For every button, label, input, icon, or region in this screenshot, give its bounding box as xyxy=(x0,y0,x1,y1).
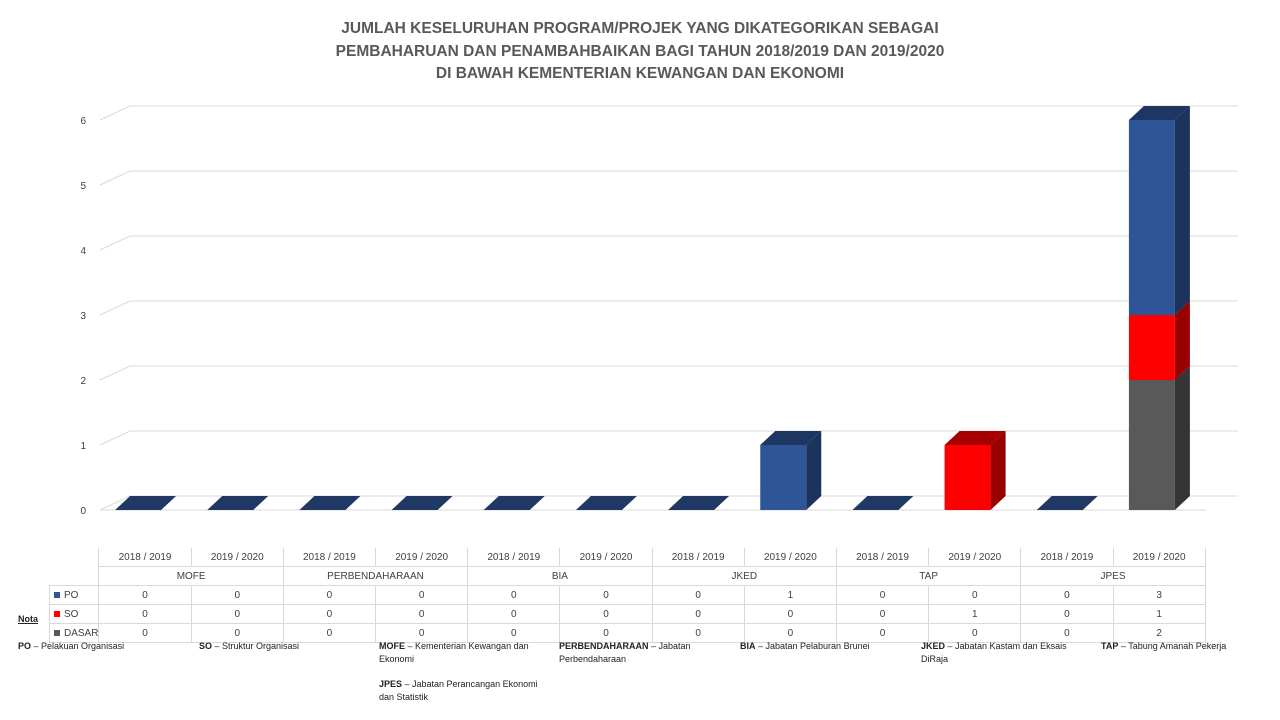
note-desc: – Jabatan Kastam dan Eksais DiRaja xyxy=(921,641,1067,664)
note-abbr: JPES xyxy=(379,679,403,689)
data-value: 0 xyxy=(191,624,283,643)
note-desc: – Kementerian Kewangan dan Ekonomi xyxy=(379,641,529,664)
note-item xyxy=(18,640,188,653)
data-value: 0 xyxy=(468,605,560,624)
note-abbr: SO xyxy=(199,641,213,651)
table-corner xyxy=(50,548,99,567)
data-value: 0 xyxy=(744,605,836,624)
notes-section xyxy=(18,614,1268,702)
data-value: 0 xyxy=(836,586,928,605)
legend-label: DASAR xyxy=(64,627,99,639)
note-abbr: TAP xyxy=(1101,641,1119,651)
category-label: 2019 / 2020 xyxy=(560,548,652,567)
y-tick-label: 1 xyxy=(80,441,86,452)
note-item xyxy=(740,640,910,653)
data-value: 0 xyxy=(744,624,836,643)
data-value: 3 xyxy=(1113,586,1205,605)
gridline-side xyxy=(100,301,130,315)
data-value: 0 xyxy=(376,624,468,643)
data-value: 0 xyxy=(99,586,191,605)
note-item xyxy=(1101,640,1271,653)
data-value: 0 xyxy=(376,605,468,624)
y-tick-label: 2 xyxy=(80,376,86,387)
gridline-side xyxy=(100,171,130,185)
group-label: JPES xyxy=(1021,567,1205,586)
y-tick-label: 6 xyxy=(80,116,86,127)
chart-title-line-2: PEMBAHARUAN DAN PENAMBAHBAIKAN BAGI TAHUN 2018/2019 DAN 2019/2020 xyxy=(335,42,945,60)
category-label: 2018 / 2019 xyxy=(468,548,560,567)
bar-zero-cap xyxy=(1037,496,1098,510)
note-abbr: PERBENDAHARAAN xyxy=(559,641,649,651)
data-value: 0 xyxy=(652,624,744,643)
category-label: 2019 / 2020 xyxy=(929,548,1021,567)
note-abbr: PO xyxy=(18,641,32,651)
category-label: 2018 / 2019 xyxy=(99,548,191,567)
y-tick-label: 4 xyxy=(80,246,86,257)
bar-zero-cap xyxy=(299,496,360,510)
data-value: 1 xyxy=(744,586,836,605)
legend-label: SO xyxy=(64,608,79,620)
gridline-side xyxy=(100,106,130,120)
data-value: 0 xyxy=(560,624,652,643)
note-item xyxy=(379,678,549,704)
legend-swatch xyxy=(54,592,60,598)
bar-so xyxy=(945,445,991,510)
data-value: 0 xyxy=(283,624,375,643)
data-value: 0 xyxy=(468,586,560,605)
note-desc: – Pelakuan Organisasi xyxy=(31,641,125,651)
gridline-side xyxy=(100,366,130,380)
category-label: 2018 / 2019 xyxy=(652,548,744,567)
data-value: 0 xyxy=(283,605,375,624)
category-label: 2019 / 2020 xyxy=(744,548,836,567)
table-group-row xyxy=(50,567,1206,586)
bar-zero-cap xyxy=(576,496,637,510)
category-label: 2019 / 2020 xyxy=(376,548,468,567)
y-tick-label: 3 xyxy=(80,311,86,322)
category-label: 2018 / 2019 xyxy=(283,548,375,567)
group-label: BIA xyxy=(468,567,652,586)
series-label xyxy=(50,586,99,605)
bar-zero-cap xyxy=(852,496,913,510)
note-desc: – Jabatan Perbendaharaan xyxy=(559,641,691,664)
category-label: 2019 / 2020 xyxy=(191,548,283,567)
category-label: 2019 / 2020 xyxy=(1113,548,1205,567)
note-desc: – Jabatan Perancangan Ekonomi dan Statistik xyxy=(379,679,538,702)
data-value: 0 xyxy=(99,624,191,643)
data-value: 0 xyxy=(1021,586,1113,605)
data-value: 1 xyxy=(1113,605,1205,624)
bar-side-dasar xyxy=(1175,366,1190,510)
table-header-row xyxy=(50,548,1206,567)
bar-zero-cap xyxy=(392,496,453,510)
bar-zero-cap xyxy=(207,496,268,510)
note-desc: – Jabatan Pelaburan Brunei xyxy=(755,641,870,651)
bar-zero-cap xyxy=(115,496,176,510)
data-value: 2 xyxy=(1113,624,1205,643)
data-value: 0 xyxy=(929,586,1021,605)
data-value: 0 xyxy=(99,605,191,624)
data-value: 0 xyxy=(1021,605,1113,624)
data-value: 0 xyxy=(376,586,468,605)
note-abbr: JKED xyxy=(921,641,946,651)
note-item xyxy=(559,640,729,666)
data-value: 0 xyxy=(836,605,928,624)
data-value: 0 xyxy=(652,605,744,624)
bar-dasar xyxy=(1129,380,1175,510)
data-value: 0 xyxy=(1021,624,1113,643)
data-value: 0 xyxy=(560,586,652,605)
data-value: 0 xyxy=(836,624,928,643)
bar-side-po xyxy=(1175,106,1190,315)
gridline-side xyxy=(100,236,130,250)
data-value: 0 xyxy=(652,586,744,605)
category-label: 2018 / 2019 xyxy=(1021,548,1113,567)
data-value: 0 xyxy=(468,624,560,643)
chart-title-line-1: JUMLAH KESELURUHAN PROGRAM/PROJEK YANG DIKATEGORIKAN SEBAGAI xyxy=(341,20,939,37)
bar-zero-cap xyxy=(484,496,545,510)
group-label: JKED xyxy=(652,567,836,586)
table-row xyxy=(50,586,1206,605)
data-value: 0 xyxy=(283,586,375,605)
y-tick-label: 5 xyxy=(80,181,86,192)
data-value: 0 xyxy=(560,605,652,624)
table-corner xyxy=(50,567,99,586)
data-value: 0 xyxy=(191,605,283,624)
legend-label: PO xyxy=(64,589,79,601)
data-value: 1 xyxy=(929,605,1021,624)
gridline-side xyxy=(100,431,130,445)
notes-title: Nota xyxy=(18,614,38,624)
category-label: 2018 / 2019 xyxy=(836,548,928,567)
note-item xyxy=(379,640,549,666)
chart-title-line-3: DI BAWAH KEMENTERIAN KEWANGAN DAN EKONOMI xyxy=(435,65,845,82)
note-item xyxy=(199,640,369,653)
note-abbr: MOFE xyxy=(379,641,405,651)
group-label: TAP xyxy=(836,567,1020,586)
group-label: MOFE xyxy=(99,567,283,586)
note-item xyxy=(921,640,1091,666)
data-value: 0 xyxy=(191,586,283,605)
note-desc: – Struktur Organisasi xyxy=(212,641,300,651)
note-abbr: BIA xyxy=(740,641,756,651)
y-tick-label: 0 xyxy=(80,506,86,517)
group-label: PERBENDAHARAAN xyxy=(283,567,467,586)
bar-po xyxy=(1129,120,1175,315)
bar-so xyxy=(1129,315,1175,380)
data-value: 0 xyxy=(929,624,1021,643)
bar-zero-cap xyxy=(668,496,729,510)
note-desc: – Tabung Amanah Pekerja xyxy=(1118,641,1227,651)
bar-po xyxy=(760,445,806,510)
